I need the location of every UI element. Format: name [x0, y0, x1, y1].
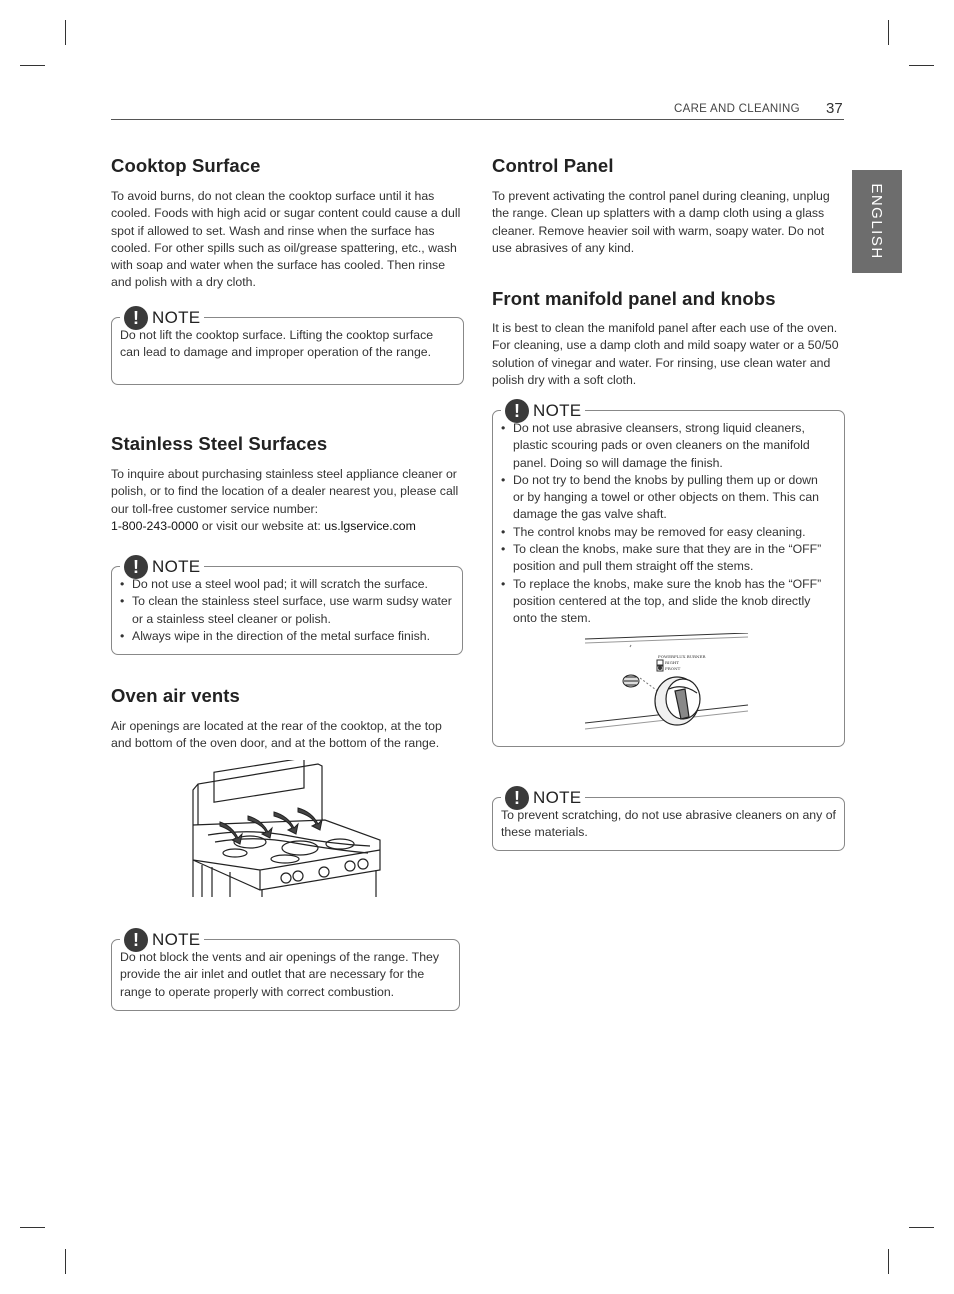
list-item: • To replace the knobs, make sure the knob has the “OFF” position centered at the top, and slide the knob directly onto the stem.	[501, 576, 827, 628]
note-label: NOTE	[152, 930, 201, 949]
list-item: • To clean the stainless steel surface, use warm sudsy water or a stainless steel cleaner or polish.	[120, 593, 460, 628]
note-label: NOTE	[152, 557, 201, 576]
vents-body: Air openings are located at the rear of the cooktop, at the top and bottom of the oven door, and at the bottom of the range.	[111, 719, 442, 751]
list-item: • Do not use a steel wool pad; it will scratch the surface.	[120, 576, 460, 593]
crop-mark	[909, 1227, 934, 1228]
note-list	[501, 420, 827, 628]
right-label: RIGHT	[665, 660, 679, 665]
note-box-manifold	[492, 401, 845, 747]
crop-mark	[888, 1249, 889, 1274]
language-tab	[852, 170, 902, 273]
control-panel-body: To prevent activating the control panel during cleaning, unplug the range. Clean up splatters with a damp cloth using a glass cleaner. Remove heavier soil with warm, soapy water. Do not use abrasives of any kind.	[492, 189, 830, 255]
cooktop-title: Cooktop Surface	[111, 155, 261, 176]
language-tab-label: ENGLISH	[868, 183, 886, 260]
page-number: 37	[826, 100, 843, 117]
list-item: • To clean the knobs, make sure that they are in the “OFF” position and pull them straight off the stems.	[501, 541, 827, 576]
note-box-cooktop	[111, 308, 464, 385]
list-item: • Always wipe in the direction of the metal surface finish.	[120, 628, 460, 645]
list-item: • The control knobs may be removed for easy cleaning.	[501, 524, 827, 541]
stainless-mid: or visit our website at:	[198, 518, 325, 533]
note-label: NOTE	[533, 401, 582, 420]
website-link[interactable]: us.lgservice.com	[324, 518, 416, 533]
knob-stem	[623, 675, 639, 687]
note-label: NOTE	[533, 788, 582, 807]
manifold-title: Front manifold panel and knobs	[492, 288, 776, 309]
exclamation-icon: !	[505, 399, 529, 423]
exclamation-icon: !	[124, 928, 148, 952]
range-vents-illustration	[190, 760, 390, 900]
crop-mark	[65, 20, 66, 45]
note-box-vents	[111, 930, 460, 1011]
manifold-body: It is best to clean the manifold panel after each use of the oven. For cleaning, use a damp cloth and mild soapy water or a 50/50 solution of vinegar and water. For rinsing, use clean water and polish dry with a soft cloth.	[492, 321, 839, 387]
control-panel-title: Control Panel	[492, 155, 614, 176]
stainless-intro: To inquire about purchasing stainless steel appliance cleaner or polish, or to find the location of a dealer nearest you, please call our toll-free customer service number:	[111, 467, 459, 516]
header-divider	[111, 119, 844, 120]
note-list	[120, 576, 460, 645]
note-text: Do not lift the cooktop surface. Lifting the cooktop surface can lead to damage and improper operation of the range.	[120, 328, 434, 360]
cooktop-body: To avoid burns, do not clean the cooktop surface until it has cooled. Foods with high acid or sugar content could cause a dull spot if allowed to set. Wash and rinse when the surface has cooled. For other spills such as oil/grease spattering, etc., wash with soap and water when the surface has cooled. Then rinse and polish with a dry cloth.	[111, 189, 461, 290]
note-text: Do not block the vents and air openings of the range. They provide the air inlet and outlet that are necessary for the range to operate properly with correct combustion.	[120, 950, 440, 999]
exclamation-icon: !	[505, 786, 529, 810]
crop-mark	[888, 20, 889, 45]
exclamation-icon: !	[124, 306, 148, 330]
crop-mark	[909, 65, 934, 66]
note-box-stainless	[111, 557, 463, 655]
front-label: FRONT	[665, 666, 681, 671]
note-box-scratch	[492, 788, 845, 851]
crop-mark	[65, 1249, 66, 1274]
section-title: CARE AND CLEANING	[674, 103, 800, 115]
note-label: NOTE	[152, 308, 201, 327]
stainless-title: Stainless Steel Surfaces	[111, 433, 328, 454]
phone-number: 1-800-243-0000	[111, 518, 199, 533]
knob	[655, 677, 700, 725]
burner-label: POWERFLUX BURNER	[658, 654, 706, 659]
crop-mark	[20, 65, 45, 66]
vents-title: Oven air vents	[111, 685, 240, 706]
list-item: • Do not use abrasive cleansers, strong liquid cleaners, plastic scouring pads or oven cleaners on the manifold panel. Doing so will damage the finish.	[501, 420, 827, 472]
list-item: • Do not try to bend the knobs by pulling them up or down or by hanging a towel or other objects on them. This can damage the gas valve shaft.	[501, 472, 827, 524]
crop-mark	[20, 1227, 45, 1228]
knob-illustration	[585, 633, 750, 733]
stainless-body	[111, 466, 461, 535]
exclamation-icon: !	[124, 555, 148, 579]
note-text: To prevent scratching, do not use abrasive cleaners on any of these materials.	[501, 808, 836, 840]
